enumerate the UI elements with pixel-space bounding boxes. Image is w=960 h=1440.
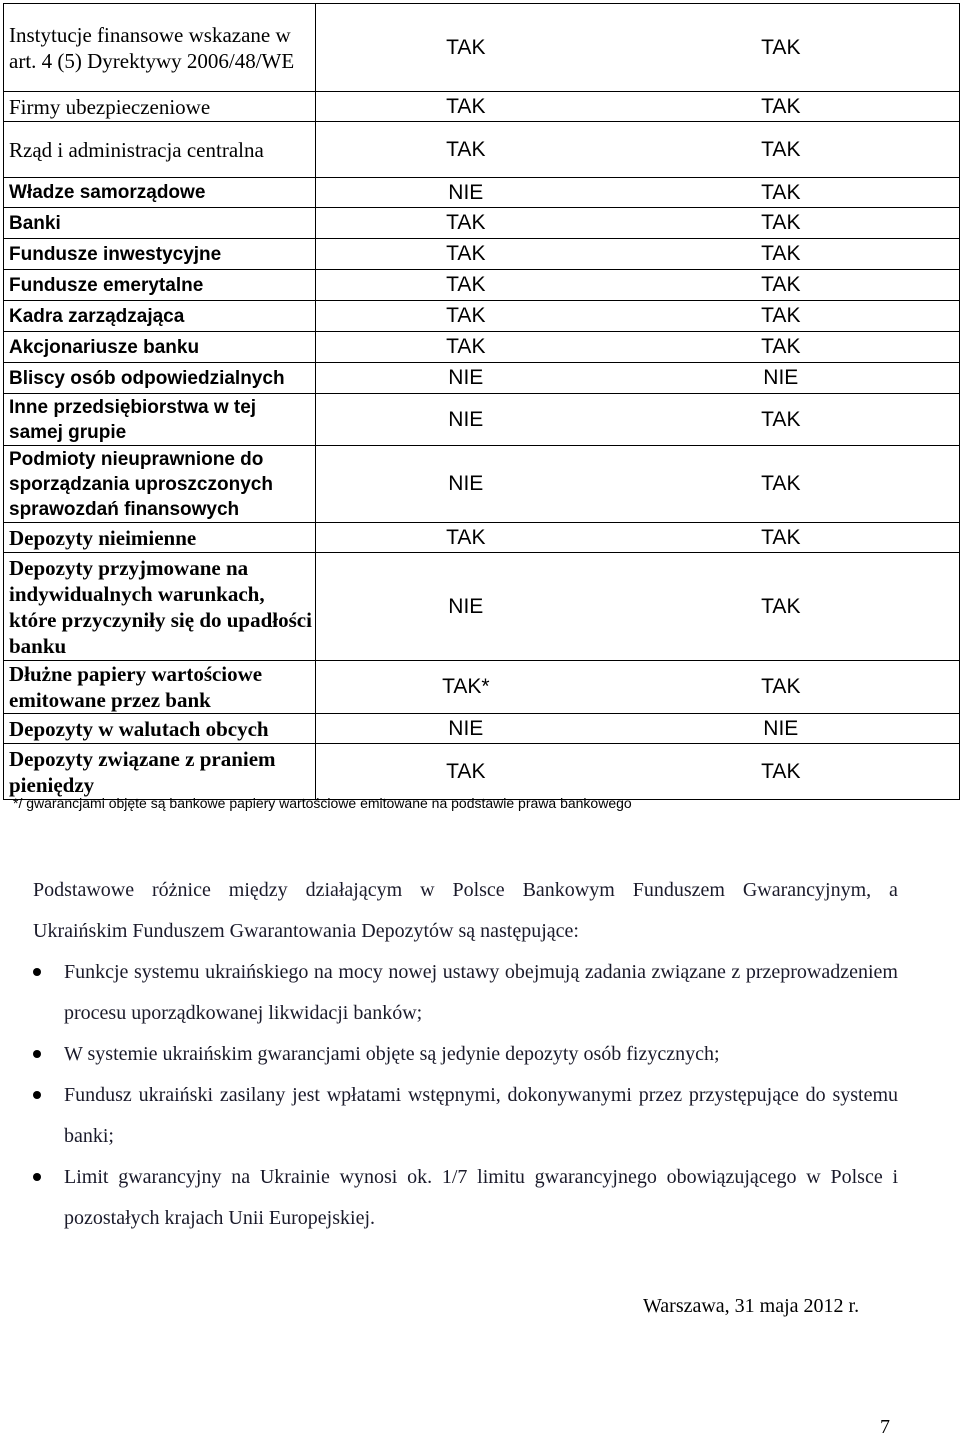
ukraine-value: TAK bbox=[446, 335, 486, 358]
row-label: Akcjonariusze banku bbox=[4, 332, 316, 363]
poland-value: TAK bbox=[761, 137, 801, 161]
poland-value: TAK bbox=[761, 594, 801, 618]
ukraine-value: NIE bbox=[448, 472, 484, 495]
row-values bbox=[315, 239, 959, 270]
intro-word: w bbox=[420, 879, 435, 901]
ukraine-value: NIE bbox=[448, 180, 484, 204]
table-row bbox=[4, 744, 960, 800]
row-label: Bliscy osób odpowiedzialnych bbox=[4, 363, 316, 394]
table-row bbox=[4, 363, 960, 394]
differences-list bbox=[33, 952, 898, 1239]
ukraine-value: TAK* bbox=[442, 675, 490, 698]
poland-value: TAK bbox=[761, 211, 801, 234]
bullet-icon bbox=[33, 1091, 41, 1099]
table-row bbox=[4, 301, 960, 332]
intro-word: Podstawowe bbox=[33, 879, 135, 901]
row-values bbox=[315, 553, 959, 661]
table-footnote: */ gwarancjami objęte są bankowe papiery wartościowe emitowane na podstawie prawa bankowego bbox=[13, 795, 632, 811]
poland-value: TAK bbox=[761, 180, 801, 204]
row-values bbox=[315, 446, 959, 523]
row-values bbox=[315, 661, 959, 714]
poland-value: TAK bbox=[761, 525, 801, 549]
ukraine-value: TAK bbox=[446, 211, 486, 234]
ukraine-value: NIE bbox=[448, 407, 484, 431]
row-values bbox=[315, 92, 959, 122]
intro-word: między bbox=[228, 879, 288, 901]
poland-value: TAK bbox=[761, 407, 801, 431]
row-values bbox=[315, 523, 959, 553]
intro-word: działającym bbox=[305, 879, 403, 901]
ukraine-value: TAK bbox=[446, 759, 486, 783]
coverage-comparison-table bbox=[3, 3, 960, 800]
row-values bbox=[315, 394, 959, 446]
ukraine-value: TAK bbox=[446, 35, 486, 59]
list-item: Fundusz ukraiński zasilany jest wpłatami wstępnymi, dokonywanymi przez przystępujące do systemu banki; bbox=[33, 1075, 898, 1157]
row-label: Dłużne papiery wartościowe emitowane przez bank bbox=[4, 661, 316, 714]
intro-line-2: Ukraińskim Funduszem Gwarantowania Depozytów są następujące: bbox=[33, 920, 579, 942]
bullet-icon bbox=[33, 968, 41, 976]
row-label: Fundusze inwestycyjne bbox=[4, 239, 316, 270]
intro-word: Bankowym bbox=[522, 879, 615, 901]
poland-value: TAK bbox=[761, 472, 801, 495]
row-values bbox=[315, 270, 959, 301]
table-row bbox=[4, 178, 960, 208]
row-values bbox=[315, 332, 959, 363]
list-item: Funkcje systemu ukraińskiego na mocy nowej ustawy obejmują zadania związane z przeprowadzeniem procesu uporządkowanej likwidacji banków; bbox=[33, 952, 898, 1034]
ukraine-value: NIE bbox=[448, 594, 484, 618]
intro-word: różnice bbox=[152, 879, 211, 901]
poland-value: TAK bbox=[761, 675, 801, 698]
row-label: Kadra zarządzająca bbox=[4, 301, 316, 332]
table-row bbox=[4, 239, 960, 270]
poland-value: NIE bbox=[763, 366, 799, 389]
poland-value: TAK bbox=[761, 242, 801, 265]
row-label: Depozyty związane z praniem pieniędzy bbox=[4, 744, 316, 800]
row-values bbox=[315, 208, 959, 239]
row-values bbox=[315, 714, 959, 744]
ukraine-value: TAK bbox=[446, 242, 486, 265]
row-label: Depozyty w walutach obcych bbox=[4, 714, 316, 744]
row-values bbox=[315, 744, 959, 800]
ukraine-value: TAK bbox=[446, 273, 486, 296]
table-row bbox=[4, 394, 960, 446]
row-label: Podmioty nieuprawnione do sporządzania uproszczonych sprawozdań finansowych bbox=[4, 446, 316, 523]
row-values bbox=[315, 363, 959, 394]
table-row bbox=[4, 446, 960, 523]
table-row bbox=[4, 270, 960, 301]
poland-value: TAK bbox=[761, 94, 801, 118]
list-item: Limit gwarancyjny na Ukrainie wynosi ok. 1/7 limitu gwarancyjnego obowiązującego w Polsce i pozostałych krajach Unii Europejskiej. bbox=[33, 1157, 898, 1239]
table-row bbox=[4, 208, 960, 239]
row-values bbox=[315, 178, 959, 208]
table-row bbox=[4, 523, 960, 553]
table-row bbox=[4, 714, 960, 744]
bullet-icon bbox=[33, 1173, 41, 1181]
intro-word: Gwarancyjnym, bbox=[742, 879, 872, 901]
table-row bbox=[4, 4, 960, 92]
table-row bbox=[4, 553, 960, 661]
poland-value: TAK bbox=[761, 35, 801, 59]
intro-line-1 bbox=[33, 870, 898, 911]
table-row bbox=[4, 661, 960, 714]
ukraine-value: TAK bbox=[446, 304, 486, 327]
row-label: Depozyty nieimienne bbox=[4, 523, 316, 553]
intro-word: Polsce bbox=[452, 879, 505, 901]
row-label: Fundusze emerytalne bbox=[4, 270, 316, 301]
ukraine-value: NIE bbox=[448, 716, 484, 740]
bullet-icon bbox=[33, 1050, 41, 1058]
ukraine-value: TAK bbox=[446, 137, 486, 161]
table-row bbox=[4, 122, 960, 178]
place-date-signature: Warszawa, 31 maja 2012 r. bbox=[643, 1295, 860, 1317]
intro-word: a bbox=[889, 879, 898, 901]
row-label: Władze samorządowe bbox=[4, 178, 316, 208]
ukraine-value: NIE bbox=[448, 366, 484, 389]
row-label: Depozyty przyjmowane na indywidualnych warunkach, które przyczyniły się do upadłości banku bbox=[4, 553, 316, 661]
poland-value: TAK bbox=[761, 273, 801, 296]
row-label: Inne przedsiębiorstwa w tej samej grupie bbox=[4, 394, 316, 446]
row-values bbox=[315, 301, 959, 332]
row-label: Banki bbox=[4, 208, 316, 239]
poland-value: TAK bbox=[761, 759, 801, 783]
table-row bbox=[4, 332, 960, 363]
ukraine-value: TAK bbox=[446, 94, 486, 118]
list-item: W systemie ukraińskim gwarancjami objęte są jedynie depozyty osób fizycznych; bbox=[33, 1034, 898, 1075]
row-label: Instytucje finansowe wskazane w art. 4 (5) Dyrektywy 2006/48/WE bbox=[4, 4, 316, 92]
table-row bbox=[4, 92, 960, 122]
row-label: Rząd i administracja centralna bbox=[4, 122, 316, 178]
ukraine-value: TAK bbox=[446, 525, 486, 549]
intro-word: Funduszem bbox=[632, 879, 725, 901]
intro-paragraph bbox=[33, 870, 898, 952]
poland-value: TAK bbox=[761, 335, 801, 358]
row-values bbox=[315, 4, 959, 92]
poland-value: TAK bbox=[761, 304, 801, 327]
row-label: Firmy ubezpieczeniowe bbox=[4, 92, 316, 122]
poland-value: NIE bbox=[763, 716, 799, 740]
page-number: 7 bbox=[880, 1416, 890, 1438]
row-values bbox=[315, 122, 959, 178]
